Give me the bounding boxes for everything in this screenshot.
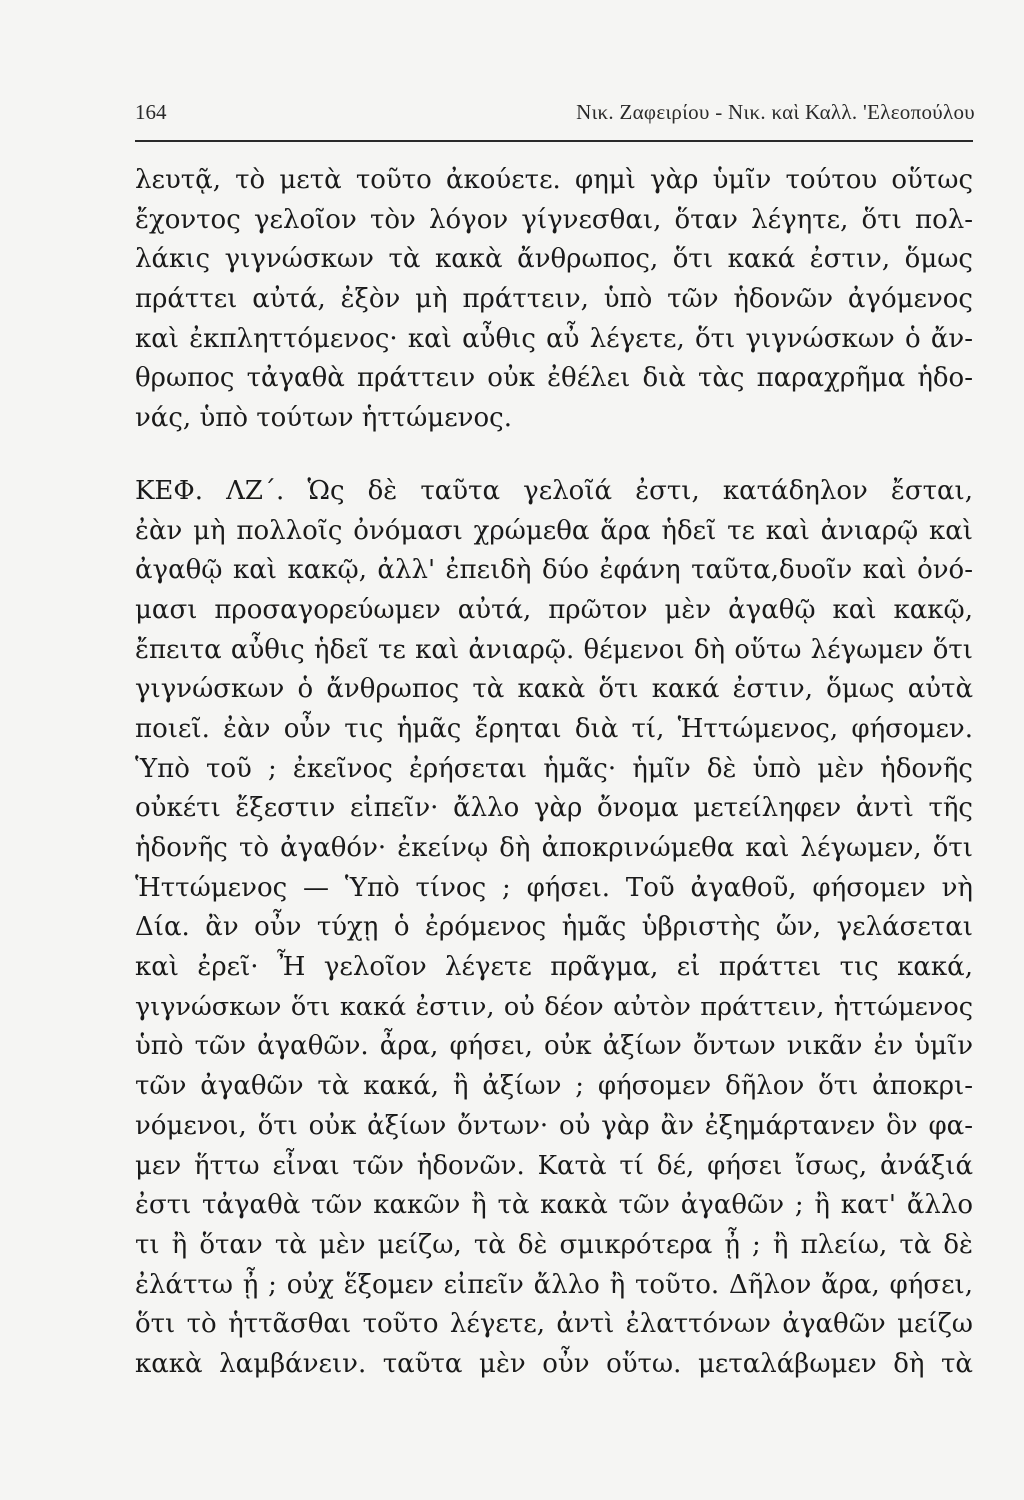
paragraph-gap xyxy=(135,439,973,472)
text-line: λευτᾷ, τὸ μετὰ τοῦτο ἀκούετε. φημὶ γὰρ ὑμῖν τούτου οὕτως xyxy=(135,165,973,195)
text-line: ὑπὸ τῶν ἀγαθῶν. ἆρα, φήσει, οὐκ ἀξίων ὄντων νικᾶν ἐν ὑμῖν xyxy=(135,1031,973,1062)
text-line: λάκις γιγνώσκων τὰ κακὰ ἄνθρωπος, ὅτι κακά ἐστιν, ὅμως xyxy=(135,244,973,275)
text-line: ἔπειτα αὖθις ἡδεῖ τε καὶ ἀνιαρῷ. θέμενοι δὴ οὕτω λέγωμεν ὅτι xyxy=(135,634,973,665)
text-line: ἡδονῆς τὸ ἀγαθόν· ἐκείνῳ δὴ ἀποκρινώμεθα καὶ λέγωμεν, ὅτι xyxy=(135,833,973,863)
text-line: ΚΕΦ. ΛΖ΄. Ὡς δὲ ταῦτα γελοῖά ἐστι, κατάδηλον ἔσται, xyxy=(135,475,973,506)
text-line: ἀγαθῷ καὶ κακῷ, ἀλλ' ἐπειδὴ δύο ἐφάνη ταῦτα,δυοῖν καὶ ὀνό- xyxy=(135,555,973,586)
text-line: ἐὰν μὴ πολλοῖς ὀνόμασι χρώμεθα ἅρα ἡδεῖ τε καὶ ἀνιαρῷ καὶ xyxy=(135,515,973,546)
page-number: 164 xyxy=(135,100,167,124)
text-line: οὐκέτι ἔξεστιν εἰπεῖν· ἄλλο γὰρ ὄνομα μετείληφεν ἀντὶ τῆς xyxy=(135,793,973,824)
header-rule xyxy=(135,140,973,142)
text-line: τῶν ἀγαθῶν τὰ κακά, ἢ ἀξίων ; φήσομεν δῆλον ὅτι ἀποκρι- xyxy=(135,1071,973,1102)
paragraph-2 xyxy=(135,472,973,1385)
body-text xyxy=(135,161,973,1385)
running-head: Νικ. Ζαφειρίου - Νικ. καὶ Καλλ. 'Ελεοπούλου xyxy=(576,100,975,124)
text-line: Δία. ἂν οὖν τύχῃ ὁ ἐρόμενος ἡμᾶς ὑβριστὴς ὤν, γελάσεται xyxy=(135,912,973,943)
text-line: ὅτι τὸ ἡττᾶσθαι τοῦτο λέγετε, ἀντὶ ἐλαττόνων ἀγαθῶν μείζω xyxy=(135,1309,973,1340)
text-line: γιγνώσκων ὁ ἄνθρωπος τὰ κακὰ ὅτι κακά ἐστιν, ὅμως αὐτὰ xyxy=(135,674,973,705)
text-line: πράττει αὐτά, ἐξὸν μὴ πράττειν, ὑπὸ τῶν ἡδονῶν ἀγόμενος xyxy=(135,284,973,315)
text-line: νάς, ὑπὸ τούτων ἡττώμενος. xyxy=(135,403,512,434)
text-line: κακὰ λαμβάνειν. ταῦτα μὲν οὖν οὕτω. μεταλάβωμεν δὴ τὰ xyxy=(135,1348,973,1379)
text-line: Ὑπὸ τοῦ ; ἐκεῖνος ἐρήσεται ἡμᾶς· ἡμῖν δὲ ὑπὸ μὲν ἡδονῆς xyxy=(135,753,973,784)
page-header xyxy=(135,100,975,130)
text-line: ποιεῖ. ἐὰν οὖν τις ἡμᾶς ἔρηται διὰ τί, Ἡττώμενος, φήσομεν. xyxy=(135,713,973,744)
text-line: θρωπος τἀγαθὰ πράττειν οὐκ ἐθέλει διὰ τὰς παραχρῆμα ἡδο- xyxy=(135,363,973,394)
text-line: Ἡττώμενος — Ὑπὸ τίνος ; φήσει. Τοῦ ἀγαθοῦ, φήσομεν νὴ xyxy=(135,872,973,903)
text-line: μεν ἥττω εἶναι τῶν ἡδονῶν. Κατὰ τί δέ, φήσει ἴσως, ἀνάξιά xyxy=(135,1150,973,1181)
text-line: καὶ ἐκπληττόμενος· καὶ αὖθις αὖ λέγετε, ὅτι γιγνώσκων ὁ ἄν- xyxy=(135,323,973,354)
text-line: τι ἢ ὅταν τὰ μὲν μείζω, τὰ δὲ σμικρότερα ᾖ ; ἢ πλείω, τὰ δὲ xyxy=(135,1229,973,1260)
text-line: καὶ ἐρεῖ· Ἦ γελοῖον λέγετε πρᾶγμα, εἰ πράττει τις κακά, xyxy=(135,952,973,983)
text-line: μασι προσαγορεύωμεν αὐτά, πρῶτον μὲν ἀγαθῷ καὶ κακῷ, xyxy=(135,594,973,625)
text-line: ἐλάττω ᾖ ; οὐχ ἕξομεν εἰπεῖν ἄλλο ἢ τοῦτο. Δῆλον ἄρα, φήσει, xyxy=(135,1269,973,1300)
paragraph-1 xyxy=(135,161,973,439)
text-line: νόμενοι, ὅτι οὐκ ἀξίων ὄντων· οὐ γὰρ ἂν ἐξημάρτανεν ὃν φα- xyxy=(135,1110,973,1141)
text-line: γιγνώσκων ὅτι κακά ἐστιν, οὐ δέον αὐτὸν πράττειν, ἡττώμενος xyxy=(135,991,973,1022)
text-line: ἐστι τἀγαθὰ τῶν κακῶν ἢ τὰ κακὰ τῶν ἀγαθῶν ; ἢ κατ' ἄλλο xyxy=(135,1190,973,1221)
text-line: ἔχοντος γελοῖον τὸν λόγον γίγνεσθαι, ὅταν λέγητε, ὅτι πολ- xyxy=(135,204,973,235)
